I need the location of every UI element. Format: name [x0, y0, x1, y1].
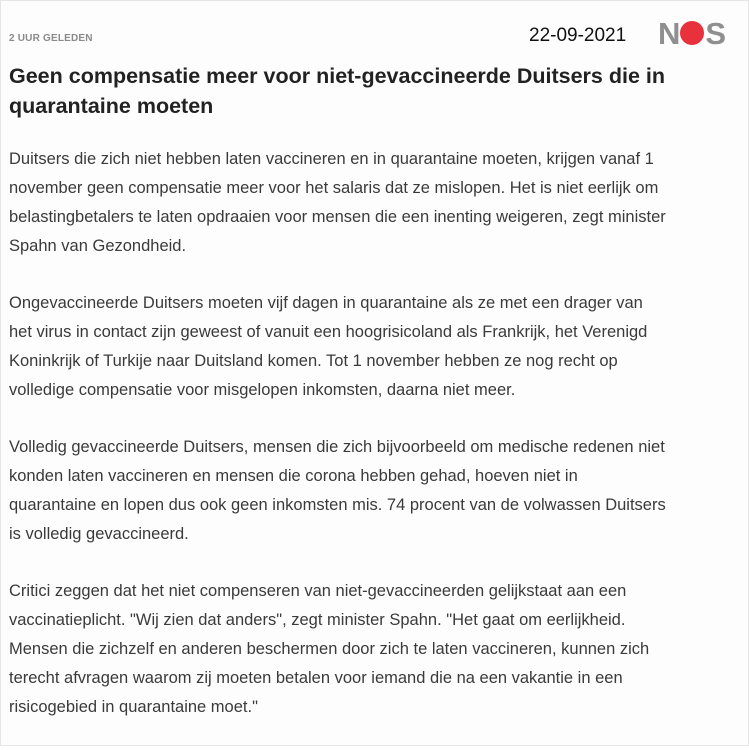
logo-letter-n: N: [658, 15, 680, 51]
paragraph-1: Duitsers die zich niet hebben laten vaccineren en in quarantaine moeten, krijgen vanaf 1 november geen compensatie meer voor het salaris dat ze mislopen. Het is niet eerlijk om belastingbetalers te laten opdraaien voor mensen die een inenting weigeren, zegt minister Spahn van Gezondheid.: [9, 150, 666, 255]
paragraph-4: Critici zeggen dat het niet compenseren van niet-gevaccineerden gelijkstaat aan een vaccinatieplicht. "Wij zien dat anders", zegt minister Spahn. "Het gaat om eerlijkheid. Mensen die zichzelf en anderen beschermen door zich te laten vaccineren, kunnen zich terecht afvragen waarom zij moeten betalen voor iemand die na een vakantie in een risicogebied in quarantaine moet.": [9, 582, 650, 716]
nos-logo: [658, 15, 738, 51]
article-headline: Geen compensatie meer voor niet-gevaccineerde Duitsers die in quarantaine moeten: [9, 64, 665, 118]
article-body: [9, 145, 669, 750]
date-stamp: 22-09-2021: [529, 25, 627, 46]
logo-circle-icon: [680, 21, 704, 45]
logo-letter-s: S: [705, 15, 726, 51]
paragraph-3: Volledig gevaccineerde Duitsers, mensen die zich bijvoorbeeld om medische redenen niet konden laten vaccineren en mensen die corona hebben gehad, hoeven niet in quarantaine en lopen dus ook geen inkomsten mis. 74 procent van de volwassen Duitsers is volledig gevaccineerd.: [9, 438, 666, 543]
timestamp-relative: 2 UUR GELEDEN: [9, 33, 93, 44]
paragraph-2: Ongevaccineerde Duitsers moeten vijf dagen in quarantaine als ze met een drager van het virus in contact zijn geweest of vanuit een hoogrisicoland als Frankrijk, het Verenigd Koninkrijk of Turkije naar Duitsland komen. Tot 1 november hebben ze nog recht op volledige compensatie voor misgelopen inkomsten, daarna niet meer.: [9, 294, 648, 399]
